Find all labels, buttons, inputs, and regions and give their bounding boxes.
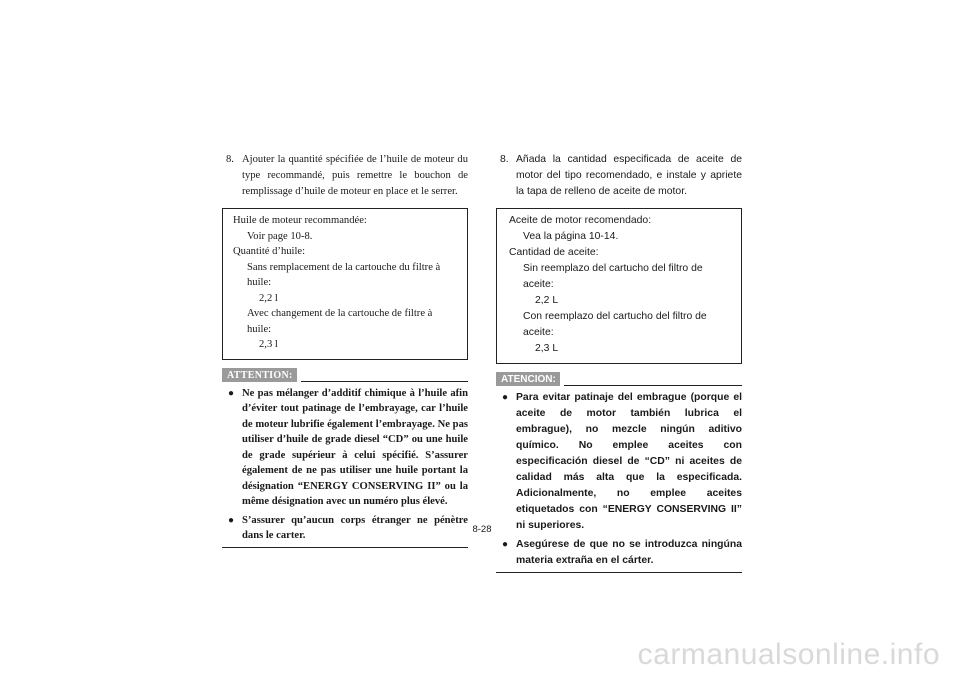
site-watermark: carmanualsonline.info [637, 638, 940, 671]
attention-end-rule [222, 547, 468, 548]
oil-type-ref: Voir page 10-8. [247, 230, 313, 242]
oil-spec-box-fr [222, 208, 468, 360]
bullet-icon: ● [228, 387, 235, 399]
french-column [222, 152, 468, 548]
attention-rule [564, 385, 742, 386]
with-filter-label: Avec changement de la cartouche de filtre à huile: [247, 308, 433, 335]
step-number: 8. [226, 154, 234, 165]
page-number: 8-28 [472, 524, 492, 535]
oil-quantity-label: Cantidad de aceite: [509, 247, 599, 258]
bullet-text: Para evitar patinaje del embrague (porque el aceite de motor también lubrica el embrague), no mezcle ningún aditivo químico. No emplee aceites con especificación diesel de “CD” ni aceites de calidad más alta que la especificada. Adicionalmente, no emplee aceites etiquetados con “ENERGY CONSERVING II” ni superiores. [516, 392, 742, 531]
step-8-fr [222, 152, 468, 200]
attention-list-fr [222, 386, 468, 544]
oil-spec-box-es [496, 208, 742, 364]
with-filter-label: Con reemplazo del cartucho del filtro de aceite: [523, 311, 707, 338]
oil-type-label: Huile de moteur recommandée: [233, 215, 367, 226]
oil-type-ref: Vea la página 10-14. [523, 231, 619, 242]
bullet-text: S’assurer qu’aucun corps étranger ne pénètre dans le carter. [242, 514, 468, 541]
bullet-icon: ● [228, 514, 235, 526]
list-item [222, 386, 468, 510]
step-text: Añada la cantidad especificada de aceite de motor del tipo recomendado, e instale y apriete la tapa de relleno de aceite de motor. [516, 154, 742, 197]
attention-end-rule [496, 572, 742, 573]
attention-label: ATENCION: [496, 372, 560, 386]
attention-heading-fr [222, 368, 468, 382]
step-8-es [496, 152, 742, 200]
bullet-icon: ● [502, 539, 509, 550]
step-text: Ajouter la quantité spécifiée de l’huile de moteur du type recommandé, puis remettre le bouchon de remplissage d’huile de moteur en place et le serrer. [242, 154, 468, 197]
spanish-column [496, 152, 742, 573]
attention-rule [301, 381, 468, 382]
bullet-text: Ne pas mélanger d’additif chimique à l’huile afin d’éviter tout patinage de l’embrayage, car l’huile de moteur lubrifie également l’embrayage. Ne pas utiliser d’huile de grade diesel “CD” ou une huile de grade supérieur à celui spécifié. S’assurer également de ne pas utiliser une huile portant la désignation “ENERGY CONSERVING II” ou la même désignation avec un numéro plus élevé. [242, 387, 468, 507]
list-item [496, 390, 742, 534]
bullet-text: Asegúrese de que no se introduzca ningúna materia extraña en el cárter. [516, 539, 742, 566]
attention-label: ATTENTION: [222, 368, 297, 382]
list-item [222, 513, 468, 544]
without-filter-label: Sans remplacement de la cartouche du filtre à huile: [247, 261, 441, 288]
step-number: 8. [500, 154, 509, 165]
with-filter-value: 2,3 L [535, 343, 559, 354]
without-filter-value: 2,2 L [535, 295, 559, 306]
oil-type-label: Aceite de motor recomendado: [509, 215, 652, 226]
attention-heading-es [496, 372, 742, 386]
bullet-icon: ● [502, 392, 509, 403]
list-item [496, 537, 742, 569]
without-filter-label: Sin reemplazo del cartucho del filtro de aceite: [523, 263, 703, 290]
with-filter-value: 2,3 l [259, 339, 278, 350]
without-filter-value: 2,2 l [259, 292, 278, 304]
attention-list-es [496, 390, 742, 569]
oil-quantity-label: Quantité d’huile: [233, 246, 306, 257]
